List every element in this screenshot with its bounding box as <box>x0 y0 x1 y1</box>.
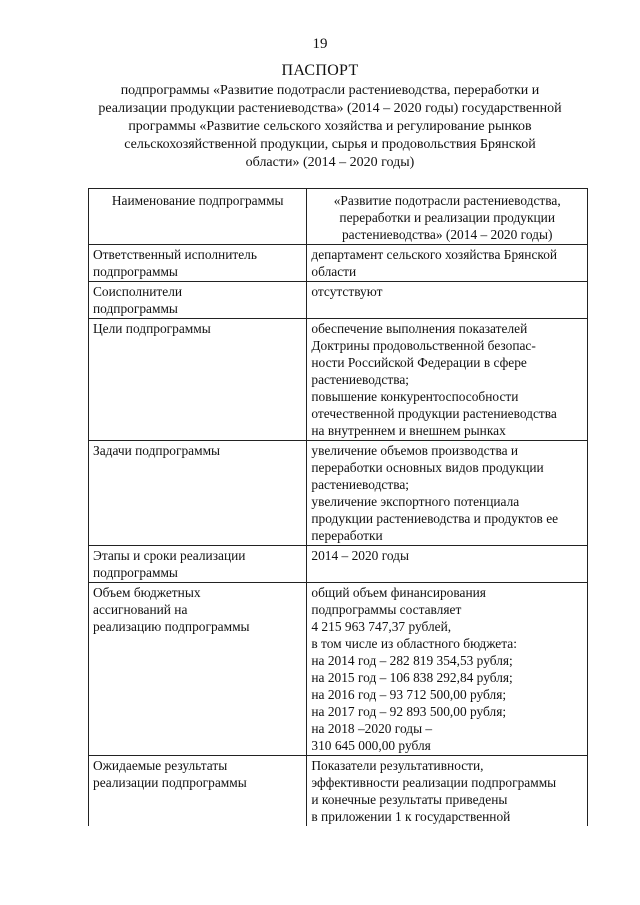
subtitle-line: программы «Развитие сельского хозяйства и регулирование рынков <box>128 119 532 134</box>
header-value-line: «Развитие подотрасли растениеводства, <box>333 193 561 208</box>
row-label-line: подпрограммы <box>93 264 178 279</box>
row-value-cell <box>307 282 588 319</box>
row-label-line: Объем бюджетных <box>93 585 201 600</box>
table-row <box>89 583 588 756</box>
subtitle-line: реализации продукции растениеводства» (2014 – 2020 годы) государственной <box>98 101 562 116</box>
row-value-line: 310 645 000,00 рубля <box>311 738 431 753</box>
header-value-line: растениеводства» (2014 – 2020 годы) <box>341 227 553 242</box>
row-value-line: отсутствуют <box>311 284 383 299</box>
row-value-line: департамент сельского хозяйства Брянской <box>311 247 558 262</box>
row-value-line: общий объем финансирования <box>311 585 486 600</box>
row-value-line: повышение конкурентоспособности <box>311 389 519 404</box>
row-label-line: реализацию подпрограммы <box>93 619 250 634</box>
row-value-line: Показатели результативности, <box>311 758 484 773</box>
row-value-cell <box>307 441 588 546</box>
row-label-cell <box>89 756 307 827</box>
row-value-line: на 2015 год – 106 838 292,84 рубля; <box>311 670 513 685</box>
row-value-cell <box>307 546 588 583</box>
row-value-line: переработки <box>311 528 383 543</box>
table-row <box>89 756 588 827</box>
row-value-line: увеличение объемов производства и <box>311 443 519 458</box>
subtitle-line: сельскохозяйственной продукции, сырья и продовольствия Брянской <box>124 137 536 152</box>
row-label-line: реализации подпрограммы <box>93 775 247 790</box>
row-value-line: на 2017 год – 92 893 500,00 рубля; <box>311 704 507 719</box>
row-label-line: Цели подпрограммы <box>93 321 211 336</box>
document-subtitle <box>80 82 580 172</box>
table-row <box>89 245 588 282</box>
row-value-line: продукции растениеводства и продуктов ее <box>311 511 559 526</box>
table-header-row <box>89 189 588 245</box>
header-value-cell <box>307 189 588 245</box>
row-value-line: обеспечение выполнения показателей <box>311 321 528 336</box>
row-value-line: 4 215 963 747,37 рублей, <box>311 619 452 634</box>
row-label-cell <box>89 319 307 441</box>
header-label-cell <box>89 189 307 245</box>
row-value-cell <box>307 756 588 827</box>
row-label-cell <box>89 282 307 319</box>
page-number: 19 <box>312 36 328 52</box>
row-value-line: растениеводства; <box>311 372 410 387</box>
row-label-cell <box>89 245 307 282</box>
row-value-line: на 2018 –2020 годы – <box>311 721 433 736</box>
row-value-cell <box>307 245 588 282</box>
row-label-line: ассигнований на <box>93 602 188 617</box>
row-value-line: переработки основных видов продукции <box>311 460 544 475</box>
row-value-line: на внутреннем и внешнем рынках <box>311 423 506 438</box>
table-row <box>89 546 588 583</box>
table-row <box>89 441 588 546</box>
row-label-line: Соисполнители <box>93 284 183 299</box>
document-title: ПАСПОРТ <box>281 62 359 79</box>
subtitle-line: подпрограммы «Развитие подотрасли растениеводства, переработки и <box>120 83 540 98</box>
row-value-line: растениеводства; <box>311 477 410 492</box>
row-label-line: Этапы и сроки реализации <box>93 548 246 563</box>
row-label-line: Ответственный исполнитель <box>93 247 257 262</box>
row-label-line: подпрограммы <box>93 301 178 316</box>
header-label: Наименование подпрограммы <box>111 193 284 208</box>
table-row <box>89 282 588 319</box>
row-value-line: подпрограммы составляет <box>311 602 462 617</box>
passport-table-body <box>89 189 588 827</box>
row-label-cell <box>89 441 307 546</box>
row-value-cell <box>307 583 588 756</box>
row-value-line: увеличение экспортного потенциала <box>311 494 520 509</box>
row-value-line: в приложении 1 к государственной <box>311 809 511 824</box>
row-label-cell <box>89 583 307 756</box>
row-label-line: Задачи подпрограммы <box>93 443 221 458</box>
row-value-line: 2014 – 2020 годы <box>311 548 409 563</box>
row-value-line: эффективности реализации подпрограммы <box>311 775 557 790</box>
table-row <box>89 319 588 441</box>
row-label-line: Ожидаемые результаты <box>93 758 228 773</box>
subtitle-line: области» (2014 – 2020 годы) <box>245 155 415 170</box>
row-value-line: на 2014 год – 282 819 354,53 рубля; <box>311 653 513 668</box>
passport-table <box>88 188 588 826</box>
row-value-line: области <box>311 264 357 279</box>
row-label-line: подпрограммы <box>93 565 178 580</box>
row-value-line: Доктрины продовольственной безопас- <box>311 338 536 353</box>
row-label-cell <box>89 546 307 583</box>
row-value-line: на 2016 год – 93 712 500,00 рубля; <box>311 687 507 702</box>
row-value-line: отечественной продукции растениеводства <box>311 406 557 421</box>
row-value-line: и конечные результаты приведены <box>311 792 508 807</box>
row-value-line: ности Российской Федерации в сфере <box>311 355 527 370</box>
row-value-cell <box>307 319 588 441</box>
header-value-line: переработки и реализации продукции <box>339 210 555 225</box>
row-value-line: в том числе из областного бюджета: <box>311 636 517 651</box>
